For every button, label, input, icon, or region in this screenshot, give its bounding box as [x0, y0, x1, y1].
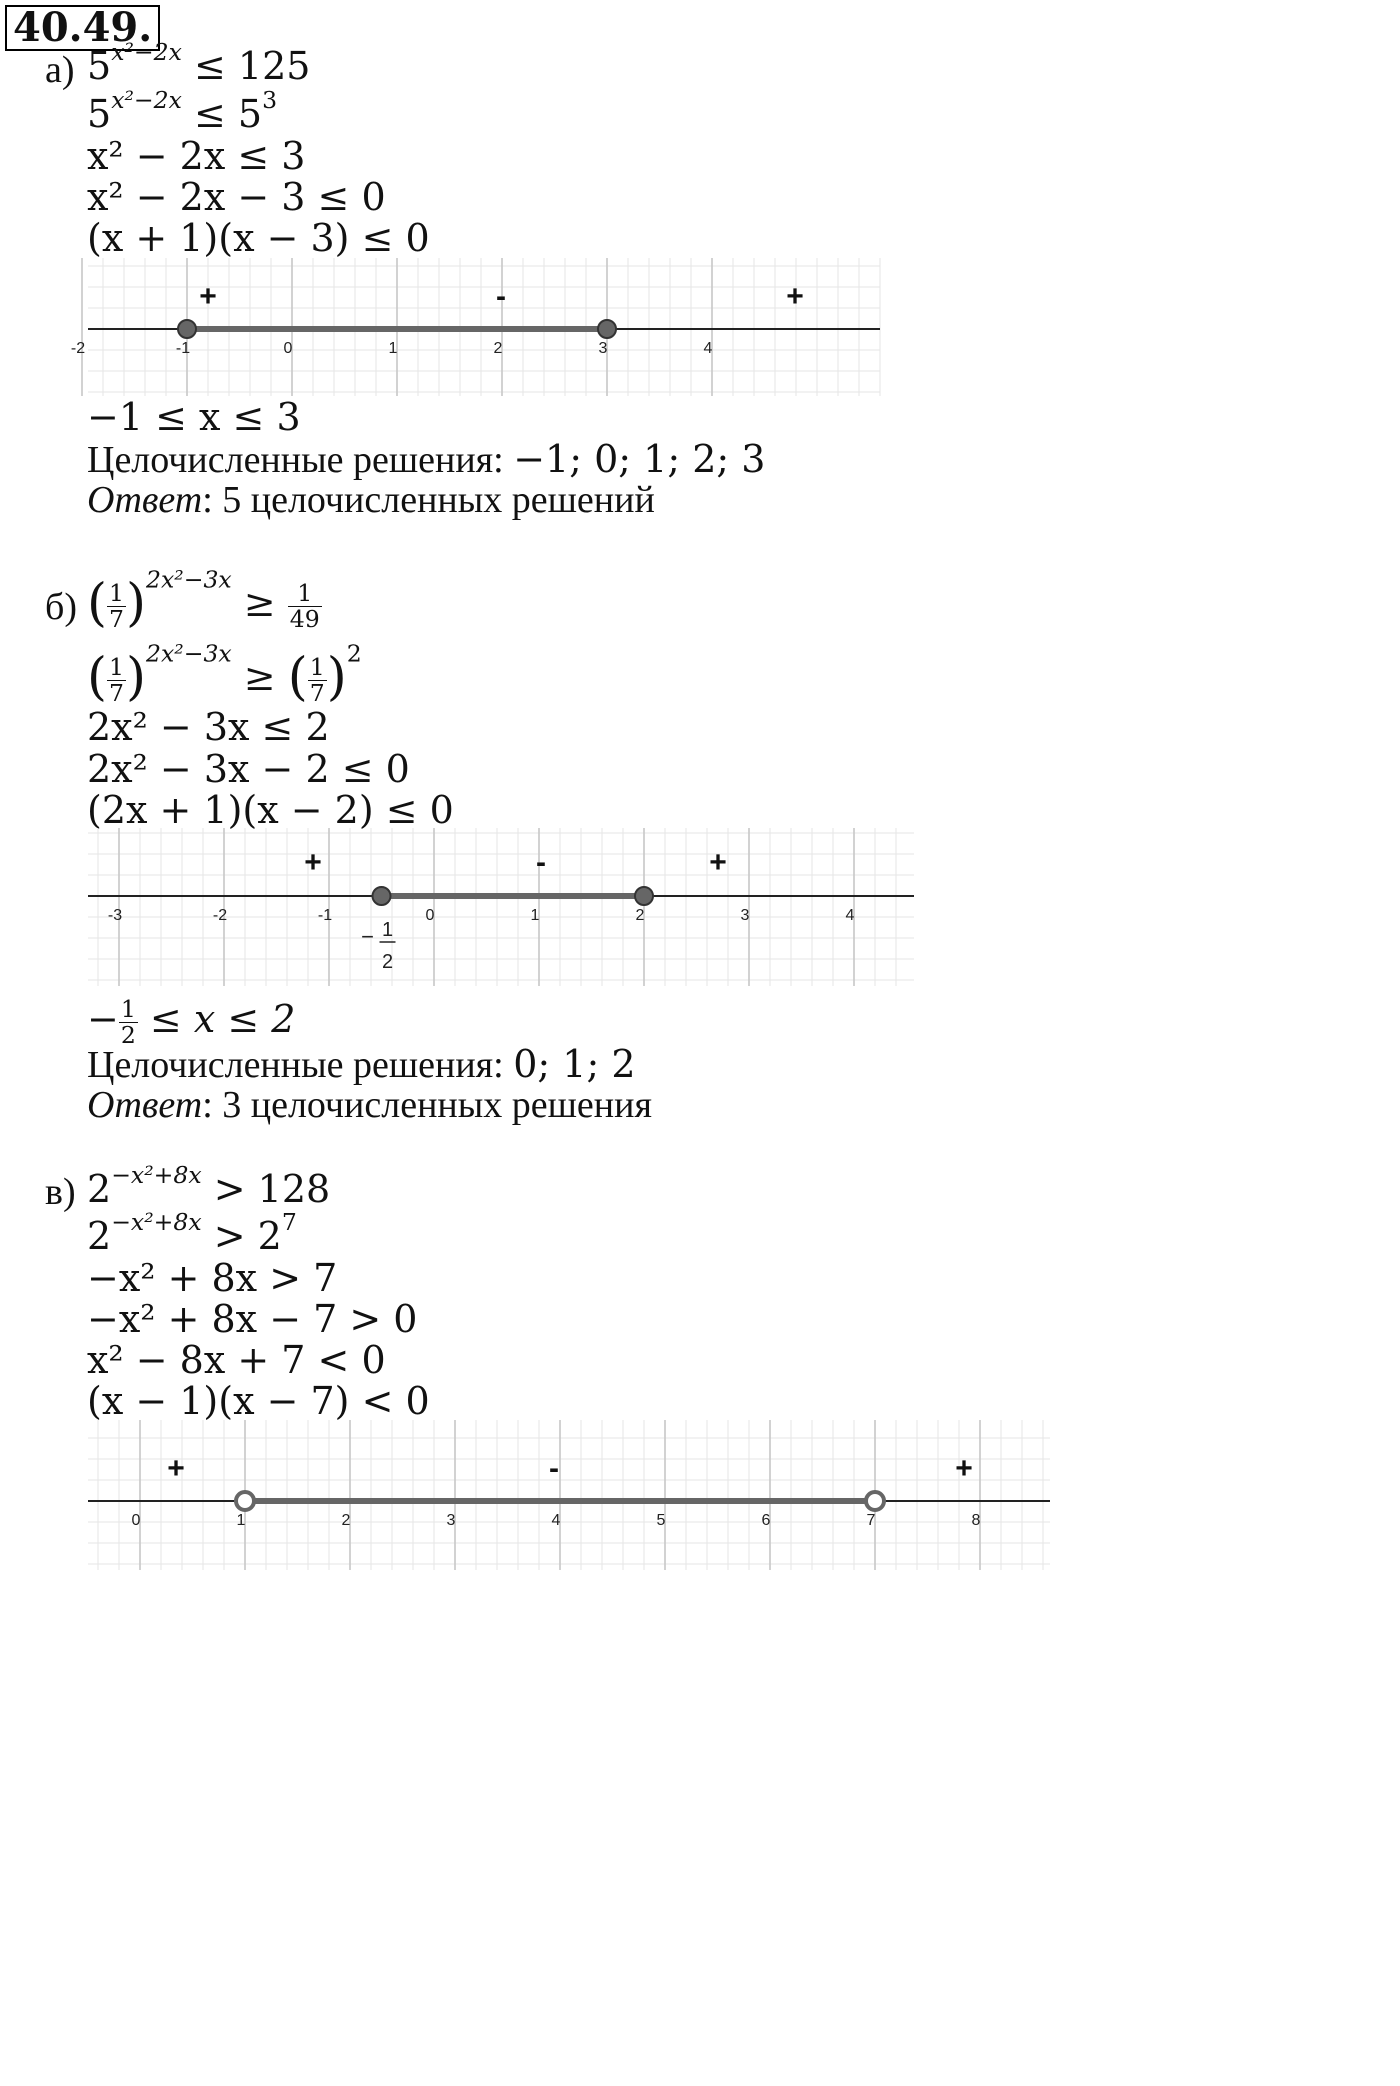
closed-endpoint [178, 320, 196, 338]
interval-sign: + [304, 846, 322, 879]
tick-label: 3 [446, 1512, 456, 1529]
tick-label: 0 [131, 1512, 141, 1529]
part-c-label: в) [45, 1171, 76, 1213]
part-c-line-4: −x² + 8x − 7 > 0 [87, 1297, 418, 1341]
part-b-integer-solutions: Целочисленные решения: 0; 1; 2 [87, 1042, 636, 1086]
interval-sign: + [955, 1452, 973, 1485]
closed-endpoint [598, 320, 616, 338]
part-b-solution: − $\frac{1}{2}$ ≤ x ≤ 2 [87, 995, 296, 1049]
part-c-line-6: (x − 1)(x − 7) < 0 [87, 1379, 430, 1423]
interval-sign: + [709, 846, 727, 879]
tick-label: 4 [845, 907, 855, 924]
part-c-line-2: $2^{-x^2+8x} > 2^7$ [87, 1208, 297, 1258]
number-line-b [88, 828, 914, 986]
point-label-minus: − [361, 924, 374, 949]
part-b-label: б) [45, 586, 77, 628]
part-c-line-1: $2^{-x^2+8x} > 128$ [87, 1161, 331, 1211]
tick-label: -3 [107, 907, 123, 924]
tick-label: 4 [703, 340, 713, 357]
tick-label: -2 [212, 907, 228, 924]
tick-label: 0 [425, 907, 435, 924]
tick-label: 5 [656, 1512, 666, 1529]
part-a-integer-solutions: Целочисленные решения: −1; 0; 1; 2; 3 [87, 437, 766, 481]
interval-sign: - [536, 846, 546, 879]
interval-sign: + [786, 280, 804, 313]
part-a-answer: Ответ: 5 целочисленных решений [87, 479, 655, 521]
part-b-line-1: ( $\frac{1}{7}$ )$^{2x^2-3x}$ ≥ $\frac{1}{49}$ [87, 565, 320, 634]
tick-label: 7 [866, 1512, 876, 1529]
part-a-solution: −1 ≤ x ≤ 3 [87, 395, 301, 439]
tick-label: 1 [388, 340, 398, 357]
tick-label: 1 [236, 1512, 246, 1529]
part-b-line-4: 2x² − 3x − 2 ≤ 0 [87, 747, 410, 791]
part-a-line-5: (x + 1)(x − 3) ≤ 0 [87, 216, 430, 260]
part-a-line-4: x² − 2x − 3 ≤ 0 [87, 175, 386, 219]
part-a-line-1: $5^{x^2-2x} \le 125$ [87, 38, 311, 88]
interval-sign: - [549, 1452, 559, 1485]
part-a-label: а) [45, 49, 75, 91]
point-label-denominator: 2 [381, 951, 394, 973]
closed-endpoint [635, 887, 653, 905]
tick-label: -1 [175, 340, 191, 357]
part-b-line-2: ( $\frac{1}{7}$ )$^{2x^2-3x}$ ≥ ( $\frac{1}{7}$ )$^2$ [87, 639, 362, 708]
part-b-line-5: (2x + 1)(x − 2) ≤ 0 [87, 788, 454, 832]
tick-label: 3 [598, 340, 608, 357]
part-a-line-2: $5^{x^2-2x} \le 5^3$ [87, 86, 278, 136]
point-label-numerator: 1 [381, 919, 394, 941]
interval-sign: + [167, 1452, 185, 1485]
interval-sign: - [496, 280, 506, 313]
tick-label: 4 [551, 1512, 561, 1529]
tick-label: 6 [761, 1512, 771, 1529]
number-line-a [70, 258, 880, 396]
open-endpoint [236, 1492, 254, 1510]
interval-sign: + [199, 280, 217, 313]
part-a-line-3: x² − 2x ≤ 3 [87, 134, 306, 178]
part-c-line-5: x² − 8x + 7 < 0 [87, 1338, 386, 1382]
tick-label: 3 [740, 907, 750, 924]
tick-label: 2 [635, 907, 645, 924]
problem-number: 40.49. [5, 5, 160, 51]
part-b-line-3: 2x² − 3x ≤ 2 [87, 705, 330, 749]
tick-label: 8 [971, 1512, 981, 1529]
tick-label: -2 [70, 340, 86, 357]
number-line-c [88, 1420, 1050, 1570]
open-endpoint [866, 1492, 884, 1510]
tick-label: 1 [530, 907, 540, 924]
part-b-answer: Ответ: 3 целочисленных решения [87, 1084, 652, 1126]
closed-endpoint [373, 887, 391, 905]
part-c-line-3: −x² + 8x > 7 [87, 1256, 338, 1300]
tick-label: 2 [493, 340, 503, 357]
tick-label: -1 [317, 907, 333, 924]
tick-label: 2 [341, 1512, 351, 1529]
tick-label: 0 [283, 340, 293, 357]
